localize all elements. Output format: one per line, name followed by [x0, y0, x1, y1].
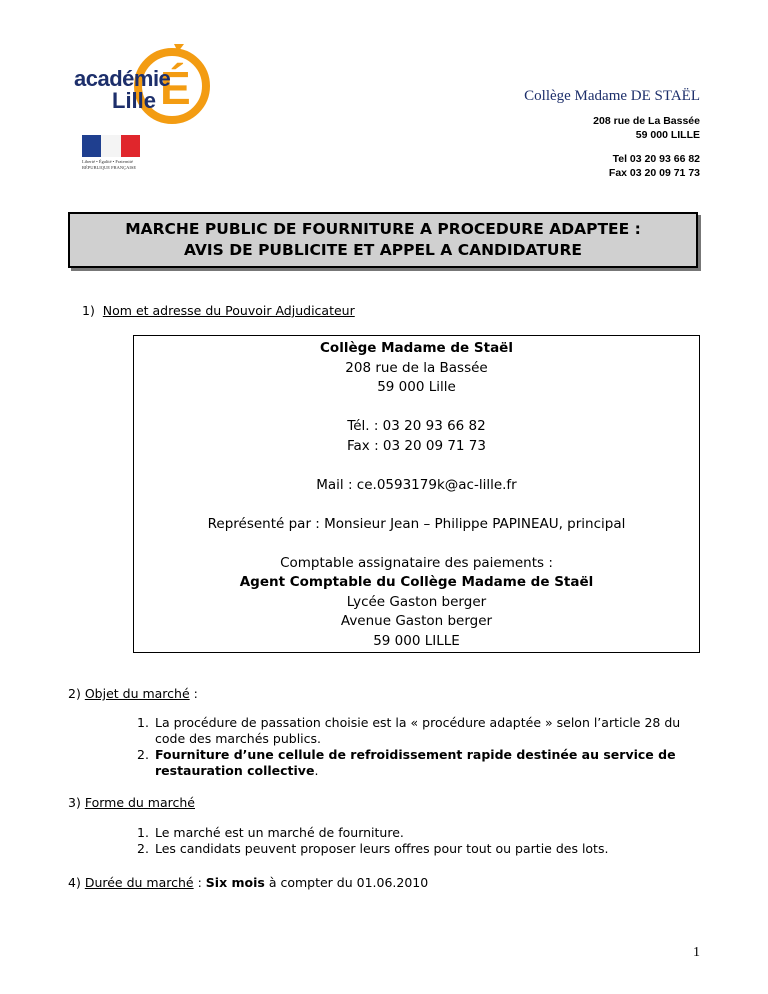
title-line-1: MARCHE PUBLIC DE FOURNITURE A PROCEDURE ADAPTEE : — [125, 220, 641, 238]
accountant-city: 59 000 LILLE — [373, 632, 460, 649]
title-line-2: AVIS DE PUBLICITE ET APPEL A CANDIDATURE — [183, 241, 583, 259]
accountant-line-2: Avenue Gaston berger — [340, 613, 493, 629]
address-line-2: 59 000 LILLE — [635, 129, 700, 141]
school-name: Collège Madame DE STAËL — [524, 88, 700, 104]
french-flag-icon — [82, 135, 140, 157]
flag-motto: Liberté • Égalité • Fraternité — [82, 159, 133, 164]
authority-city: 59 000 Lille — [377, 379, 456, 395]
authority-mail: Mail : ce.0593179k@ac-lille.fr — [316, 476, 517, 493]
authority-representative: Représenté par : Monsieur Jean – Philippe PAPINEAU, principal — [207, 515, 626, 532]
academie-lille-logo — [70, 40, 210, 125]
republique-francaise-logo — [82, 135, 146, 171]
document-title-box — [68, 212, 698, 268]
page-number: 1 — [693, 945, 700, 960]
accountant-line-1: Lycée Gaston berger — [346, 593, 487, 610]
fax-line: Fax 03 20 09 71 73 — [608, 167, 700, 179]
address-line-1: 208 rue de La Bassée — [593, 115, 700, 127]
section-2-list — [137, 715, 700, 779]
list-item: 1. Le marché est un marché de fourniture. — [137, 825, 404, 840]
school-address — [593, 114, 700, 142]
accountant-label: Comptable assignataire des paiements : — [280, 554, 553, 571]
list-item: 2. Fourniture d’une cellule de refroidissement rapide destinée au service de restauration collective. — [137, 747, 676, 778]
authority-name: Collège Madame de Staël — [320, 340, 513, 356]
svg-text:É: É — [160, 62, 191, 114]
list-item: 2. Les candidats peuvent proposer leurs offres pour tout ou partie des lots. — [137, 841, 609, 856]
section-4-heading: 4) Durée du marché : Six mois à compter du 01.06.2010 — [68, 875, 429, 890]
authority-fax: Fax : 03 20 09 71 73 — [347, 437, 486, 454]
authority-street: 208 rue de la Bassée — [345, 359, 488, 376]
list-item: 1. La procédure de passation choisie est la « procédure adaptée » selon l’article 28 du code des marchés publics. — [137, 715, 681, 746]
section-3-heading: 3) Forme du marché — [68, 795, 195, 810]
logo-academie-text: académie — [74, 66, 171, 91]
logo-lille-text: Lille — [112, 88, 157, 113]
section-1-heading: 1) Nom et adresse du Pouvoir Adjudicateur — [82, 303, 355, 318]
section-3-list — [137, 825, 700, 857]
flag-caption: RÉPUBLIQUE FRANÇAISE — [82, 165, 137, 170]
school-contact — [609, 152, 700, 180]
section-2-heading: 2) Objet du marché : — [68, 686, 198, 701]
accountant-name: Agent Comptable du Collège Madame de Staël — [239, 574, 594, 590]
authority-tel: Tél. : 03 20 93 66 82 — [347, 418, 486, 434]
tel-line: Tel 03 20 93 66 82 — [612, 153, 700, 165]
contracting-authority-box — [133, 335, 700, 653]
